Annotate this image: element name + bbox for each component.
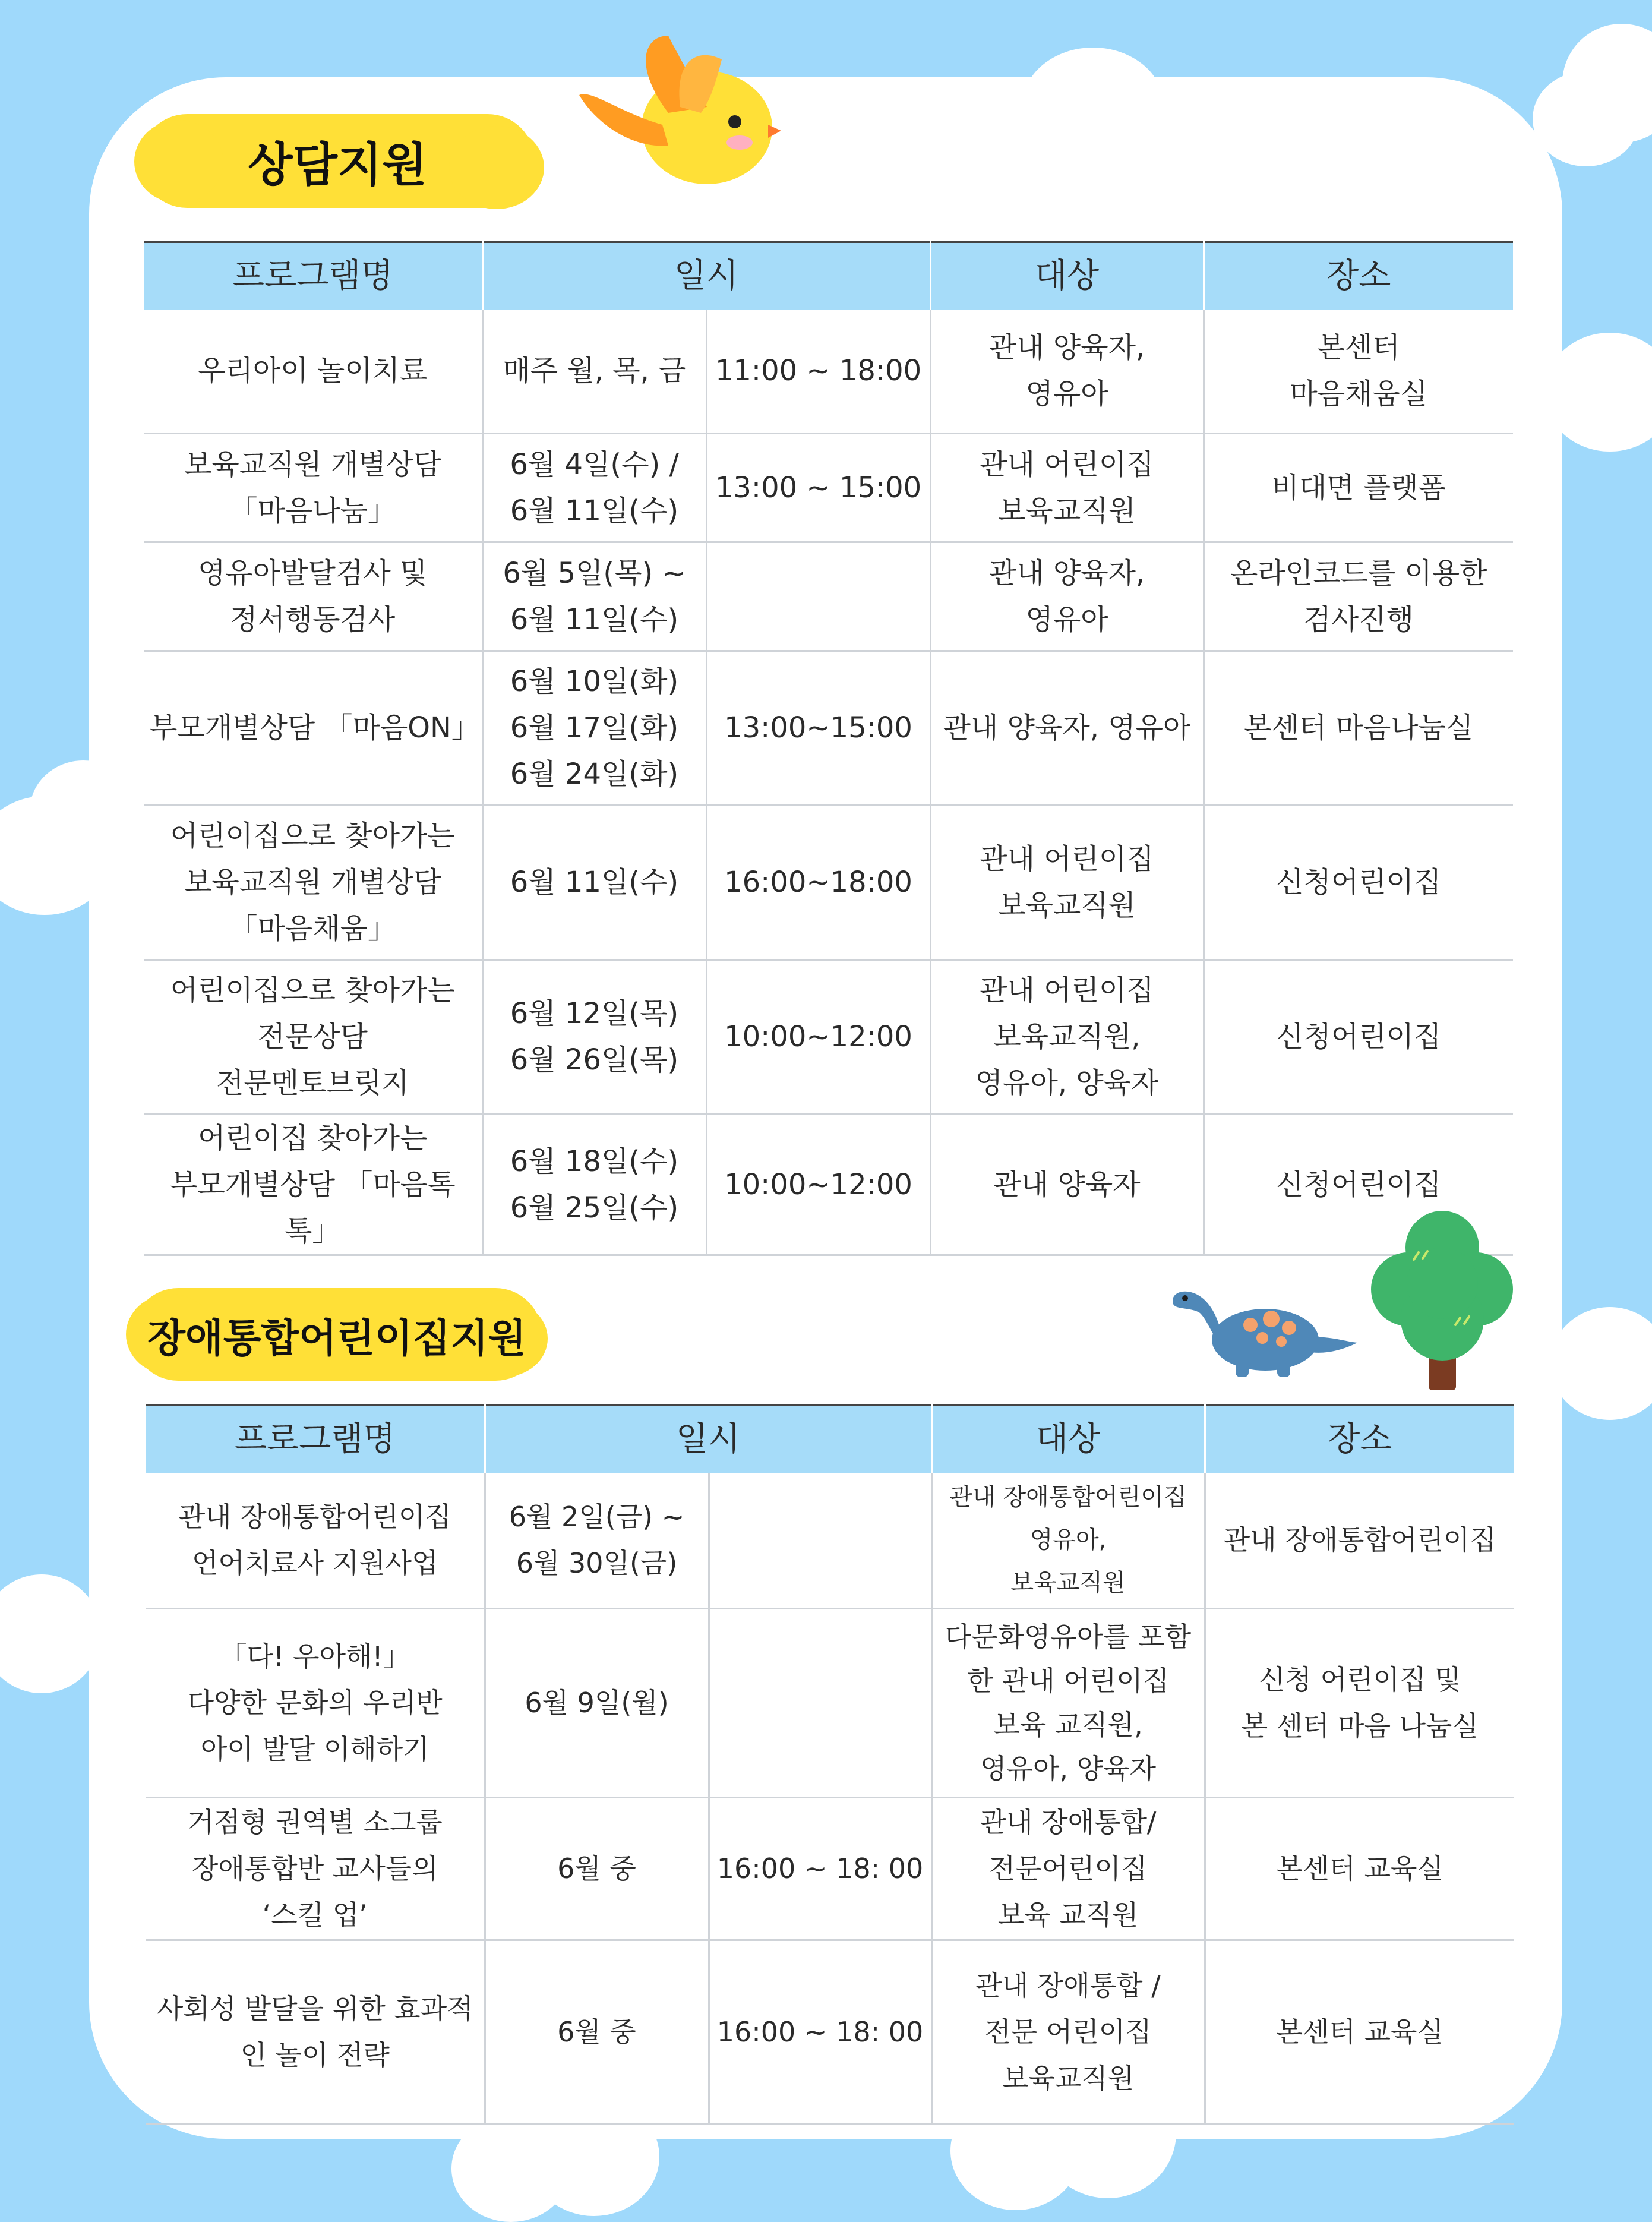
- time-cell: 13:00 ~ 15:00: [706, 433, 930, 542]
- program-cell: 부모개별상담 「마음ON」: [144, 651, 482, 805]
- place-cell: 온라인코드를 이용한 검사진행: [1204, 542, 1513, 651]
- date-cell: 6월 중: [485, 1940, 709, 2124]
- table-row: [146, 1473, 1514, 1608]
- inclusive-daycare-table: [146, 1404, 1514, 2125]
- column-header: 대상: [931, 1406, 1205, 1473]
- place-cell: 본센터 마음채움실: [1204, 310, 1513, 433]
- place-cell: 비대면 플랫폼: [1204, 433, 1513, 542]
- target-cell: 관내 양육자, 영유아: [930, 542, 1204, 651]
- table-row: [146, 1608, 1514, 1797]
- table-row: [144, 1114, 1513, 1255]
- column-header: 일시: [485, 1406, 931, 1473]
- place-cell: 본센터 마음나눔실: [1204, 651, 1513, 805]
- program-cell: 어린이집으로 찾아가는 보육교직원 개별상담 「마음채움」: [144, 805, 482, 960]
- time-cell: [709, 1608, 931, 1797]
- column-header: 프로그램명: [146, 1406, 485, 1473]
- table-row: [146, 1940, 1514, 2124]
- program-cell: 영유아발달검사 및 정서행동검사: [144, 542, 482, 651]
- target-cell: 관내 양육자, 영유아: [930, 310, 1204, 433]
- time-cell: 11:00 ~ 18:00: [706, 310, 930, 433]
- time-cell: 13:00~15:00: [706, 651, 930, 805]
- section-heading: [140, 114, 535, 208]
- target-cell: 관내 양육자: [930, 1114, 1204, 1255]
- column-header: 프로그램명: [144, 242, 482, 310]
- program-cell: 「다! 우아해!」 다양한 문화의 우리반 아이 발달 이해하기: [146, 1608, 485, 1797]
- target-cell: 관내 양육자, 영유아: [930, 651, 1204, 805]
- target-cell: 다문화영유아를 포함 한 관내 어린이집 보육 교직원, 영유아, 양육자: [931, 1608, 1205, 1797]
- time-cell: 16:00 ~ 18: 00: [709, 1940, 931, 2124]
- dinosaur-icon: [1167, 1271, 1357, 1378]
- place-cell: 본센터 교육실: [1205, 1940, 1514, 2124]
- place-cell: 신청 어린이집 및 본 센터 마음 나눔실: [1205, 1608, 1514, 1797]
- program-cell: 어린이집 찾아가는 부모개별상담 「마음톡톡」: [144, 1114, 482, 1255]
- date-cell: 6월 18일(수) 6월 25일(수): [482, 1114, 706, 1255]
- time-cell: 16:00 ~ 18: 00: [709, 1797, 931, 1940]
- table-row: [144, 805, 1513, 960]
- table-row: [144, 310, 1513, 433]
- column-header: 장소: [1204, 242, 1513, 310]
- table-row: [144, 960, 1513, 1114]
- column-header: 장소: [1205, 1406, 1514, 1473]
- date-cell: 6월 10일(화) 6월 17일(화) 6월 24일(화): [482, 651, 706, 805]
- time-cell: 10:00~12:00: [706, 1114, 930, 1255]
- column-header: 대상: [930, 242, 1204, 310]
- target-cell: 관내 어린이집 보육교직원, 영유아, 양육자: [930, 960, 1204, 1114]
- section-title-counseling: 상담지원: [248, 138, 427, 192]
- date-cell: 6월 2일(금) ~ 6월 30일(금): [485, 1473, 709, 1608]
- target-cell: 관내 어린이집 보육교직원: [930, 433, 1204, 542]
- time-cell: [706, 542, 930, 651]
- table-row: [144, 433, 1513, 542]
- place-cell: 본센터 교육실: [1205, 1797, 1514, 1940]
- target-cell: 관내 장애통합어린이집 영유아, 보육교직원: [931, 1473, 1205, 1608]
- time-cell: 10:00~12:00: [706, 960, 930, 1114]
- column-header: 일시: [482, 242, 930, 310]
- table-row: [146, 1797, 1514, 1940]
- table-header-row: [146, 1406, 1514, 1473]
- table-header-row: [144, 242, 1513, 310]
- date-cell: 6월 4일(수) / 6월 11일(수): [482, 433, 706, 542]
- date-cell: 6월 9일(월): [485, 1608, 709, 1797]
- table-row: [144, 542, 1513, 651]
- tree-icon: [1366, 1206, 1515, 1390]
- section-title-inclusive-daycare: 장애통합어린이집지원: [147, 1315, 526, 1361]
- date-cell: 매주 월, 목, 금: [482, 310, 706, 433]
- target-cell: 관내 어린이집 보육교직원: [930, 805, 1204, 960]
- bird-icon: [579, 24, 781, 184]
- place-cell: 신청어린이집: [1204, 960, 1513, 1114]
- program-cell: 우리아이 놀이치료: [144, 310, 482, 433]
- section-heading: [132, 1288, 542, 1381]
- program-cell: 관내 장애통합어린이집 언어치료사 지원사업: [146, 1473, 485, 1608]
- program-cell: 거점형 권역별 소그룹 장애통합반 교사들의 ‘스킬 업’: [146, 1797, 485, 1940]
- place-cell: 관내 장애통합어린이집: [1205, 1473, 1514, 1608]
- target-cell: 관내 장애통합 / 전문 어린이집 보육교직원: [931, 1940, 1205, 2124]
- time-cell: [709, 1473, 931, 1608]
- date-cell: 6월 11일(수): [482, 805, 706, 960]
- target-cell: 관내 장애통합/ 전문어린이집 보육 교직원: [931, 1797, 1205, 1940]
- place-cell: 신청어린이집: [1204, 1114, 1513, 1255]
- time-cell: 16:00~18:00: [706, 805, 930, 960]
- date-cell: 6월 중: [485, 1797, 709, 1940]
- counseling-schedule-table: [144, 241, 1513, 1256]
- date-cell: 6월 12일(목) 6월 26일(목): [482, 960, 706, 1114]
- date-cell: 6월 5일(목) ~ 6월 11일(수): [482, 542, 706, 651]
- place-cell: 신청어린이집: [1204, 805, 1513, 960]
- table-row: [144, 651, 1513, 805]
- program-cell: 보육교직원 개별상담 「마음나눔」: [144, 433, 482, 542]
- program-cell: 사회성 발달을 위한 효과적 인 놀이 전략: [146, 1940, 485, 2124]
- program-cell: 어린이집으로 찾아가는 전문상담 전문멘토브릿지: [144, 960, 482, 1114]
